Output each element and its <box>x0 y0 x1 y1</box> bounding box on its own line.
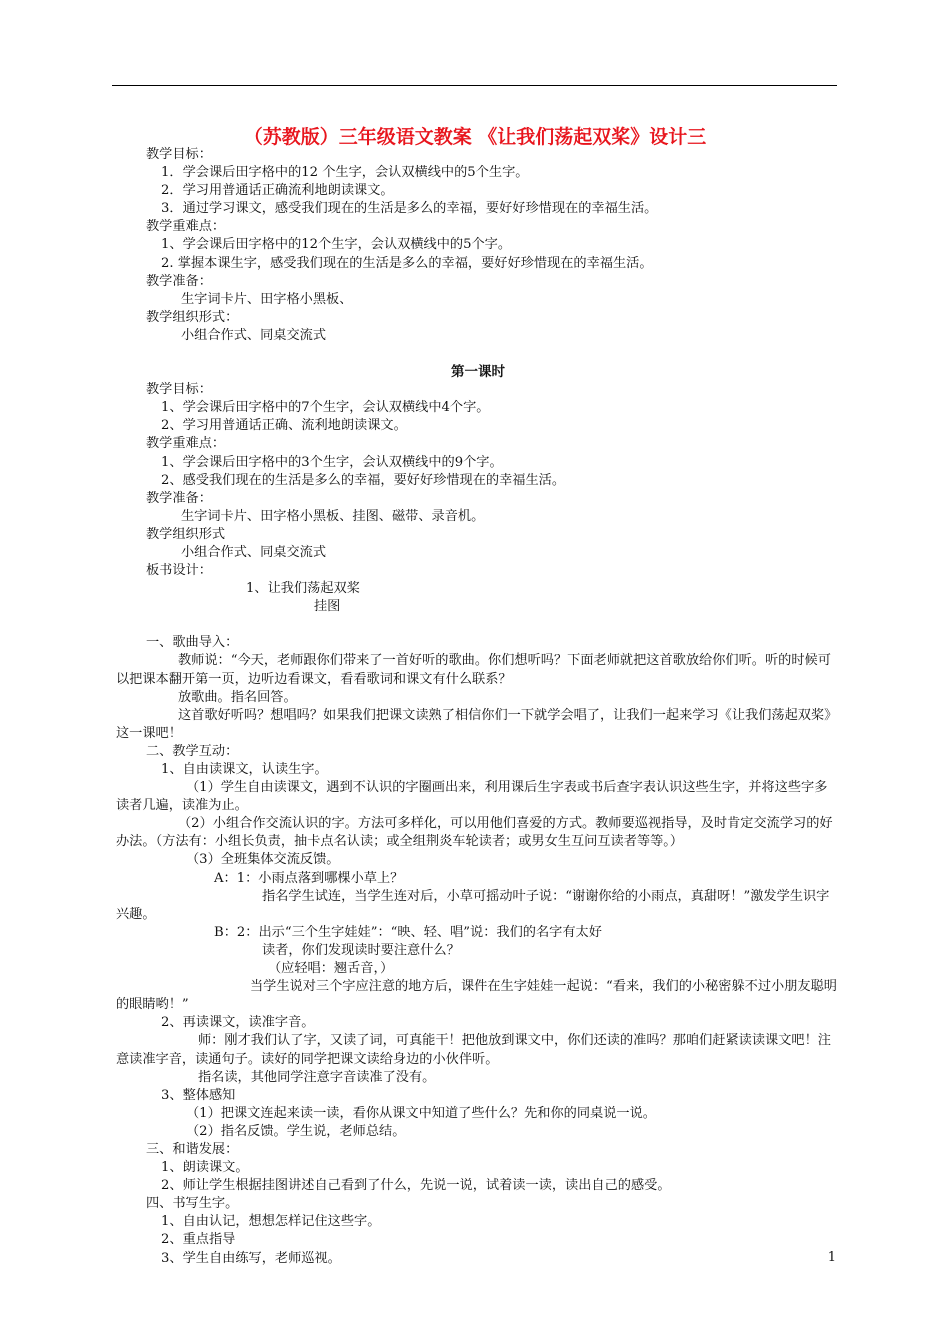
text-line: 小组合作式、同桌交流式 <box>181 327 327 343</box>
text-line: 教学准备： <box>146 490 212 506</box>
text-line: B：2：出示“三个生字娃娃”：“映、轻、唱”说：我们的名字有太好 <box>214 924 602 940</box>
text-line: 教学组织形式 <box>146 526 226 542</box>
text-line: 教学重难点： <box>146 436 226 452</box>
text-line: （3）全班集体交流反馈。 <box>186 852 340 868</box>
text-line: 3．通过学习课文，感受我们现在的生活是多么的幸福，要好好珍惜现在的幸福生活。 <box>161 201 658 217</box>
text-line: 生字词卡片、田字格小黑板、挂图、磁带、录音机。 <box>181 508 485 524</box>
blank-line <box>116 345 840 363</box>
text-line: 2．学习用普通话正确流利地朗读课文。 <box>161 183 394 199</box>
header-rule <box>112 85 837 86</box>
text-line: （2）指名反馈。学生说，老师总结。 <box>186 1123 406 1139</box>
text-line: 四、书写生字。 <box>146 1196 239 1212</box>
document-title: （苏教版）三年级语文教案 《让我们荡起双桨》设计三 <box>243 126 707 148</box>
text-line: 三、和谐发展： <box>146 1141 239 1157</box>
text-line: 当学生说对三个字应注意的地方后，课件在生字娃娃一起说：“看来，我们的小秘密躲不过小朋友聪明的眼睛哟！” <box>116 979 837 1013</box>
section-heading: 第一课时 <box>451 364 505 381</box>
text-line: 3、整体感知 <box>161 1087 236 1103</box>
text-line: 生字词卡片、田字格小黑板、 <box>181 291 353 307</box>
text-line: 教学组织形式： <box>146 309 239 325</box>
text-line: 1、让我们荡起双桨 <box>246 581 360 597</box>
text-line: 这首歌好听吗？想唱吗？如果我们把课文读熟了相信你们一下就学会唱了，让我们一起来学习《让我们荡起双桨》这一课吧！ <box>116 707 838 741</box>
blank-line <box>116 616 840 634</box>
text-line: 指名读，其他同学注意字音读准了没有。 <box>198 1069 436 1085</box>
text-line: 师：刚才我们认了字，又读了词，可真能干！把他放到课文中，你们还读的准吗？那咱们赶紧读读课文吧！注意读准字音，读通句子。读好的同学把课文读给身边的小伙伴听。 <box>116 1033 831 1067</box>
text-line: （1）学生自由读课文，遇到不认识的字圈画出来，利用课后生字表或书后查字表认识这些生字，并将这些字多读者几遍，读准为止。 <box>116 780 828 814</box>
text-line: 2、再读课文，读准字音。 <box>161 1015 315 1031</box>
text-line: 一、歌曲导入： <box>146 635 239 651</box>
text-line: 2、感受我们现在的生活是多么的幸福，要好好珍惜现在的幸福生活。 <box>161 472 566 488</box>
text-line: 挂图 <box>314 599 341 615</box>
text-line: 指名学生试连，当学生连对后，小草可摇动叶子说：“谢谢你给的小雨点，真甜呀！”激发学生识字兴趣。 <box>116 888 830 922</box>
text-line: A：1：小雨点落到哪棵小草上？ <box>214 870 404 886</box>
text-line: 小组合作式、同桌交流式 <box>181 544 327 560</box>
text-line: 二、教学互动： <box>146 743 239 759</box>
text-line: 1、学会课后田字格中的12个生字，会认双横线中的5个字。 <box>161 237 512 253</box>
text-line: 1、学会课后田字格中的7个生字，会认双横线中4个字。 <box>161 400 490 416</box>
text-line: 3、学生自由练写，老师巡视。 <box>161 1250 341 1266</box>
text-line: 教学目标： <box>146 382 212 398</box>
text-line: （应轻唱：翘舌音，） <box>268 961 394 977</box>
text-line: 1、朗读课文。 <box>161 1160 249 1176</box>
page-number: 1 <box>827 1250 836 1265</box>
text-line: 板书设计： <box>146 563 212 579</box>
text-line: 1、自由读课文，认读生字。 <box>161 762 328 777</box>
text-line: （1）把课文连起来读一读，看你从课文中知道了些什么？先和你的同桌说一说。 <box>186 1105 656 1121</box>
text-line: 教学重难点： <box>146 219 226 235</box>
text-line: 读者，你们发现读时要注意什么？ <box>262 942 460 958</box>
text-line: （2）小组合作交流认识的字。方法可多样化，可以用他们喜爱的方式。教师要巡视指导，及时肯定交流学习的好办法。（方法有：小组长负责，抽卡点名认读；或全组荆炎车轮读者；或男女生互问互读者等等。） <box>116 816 833 850</box>
text-line: 2、重点指导 <box>161 1232 236 1248</box>
text-line: 放歌曲。指名回答。 <box>178 689 297 705</box>
text-line: 教师说：“今天，老师跟你们带来了一首好听的歌曲。你们想听吗？下面老师就把这首歌放给你们听。听的时候可以把课本翻开第一页，边听边看课文，看看歌词和课文有什么联系？ <box>116 653 831 687</box>
text-line: 2、学习用普通话正确、流利地朗读课文。 <box>161 418 407 434</box>
text-line: 教学目标： <box>146 147 212 162</box>
text-line: 教学准备： <box>146 273 212 289</box>
text-line: 2、师让学生根据挂图讲述自己看到了什么，先说一说，试着读一读，读出自己的感受。 <box>161 1178 671 1194</box>
text-line: 1．学会课后田字格中的12 个生字，会认双横线中的5个生字。 <box>161 165 529 181</box>
text-line: 1、学会课后田字格中的3个生字，会认双横线中的9个字。 <box>161 454 503 470</box>
text-line: 1、自由认记，想想怎样记住这些字。 <box>161 1214 381 1230</box>
document-body <box>116 146 840 1268</box>
text-line: 2. 掌握本课生字，感受我们现在的生活是多么的幸福，要好好珍惜现在的幸福生活。 <box>161 255 653 271</box>
